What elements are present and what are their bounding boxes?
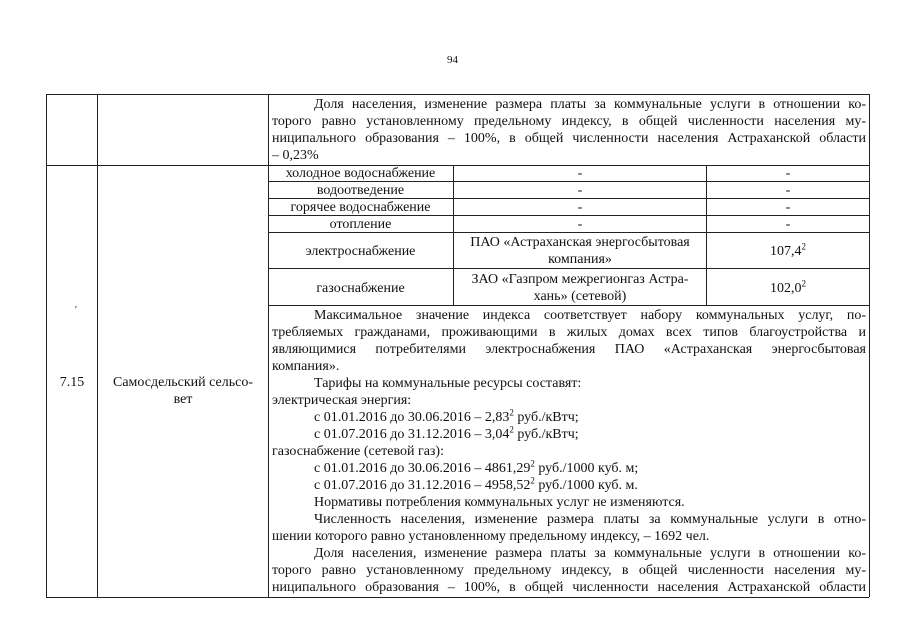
municipality-line: вет (173, 392, 193, 407)
index-value: 102,0 (770, 281, 802, 296)
gas-tariff-2 (314, 477, 638, 494)
share-line: торого равно установленному предельному индексу, в общей численности населения му- (272, 563, 866, 578)
provider-line: компания» (548, 252, 612, 267)
norms-statement: Нормативы потребления коммунальных услуг не изменяются. (314, 495, 685, 510)
provider-line: ЗАО «Газпром межрегионгаз Астра- (471, 272, 689, 287)
tariffs-intro: Тарифы на коммунальные ресурсы составят: (314, 376, 582, 391)
service-name: холодное водоснабжение (285, 166, 436, 181)
table-top-border (46, 94, 869, 95)
max-index-line: требляемых гражданами, проживающими в жилых домах всех типов благоустройства и (272, 325, 866, 340)
top-block-line: торого равно установленному предельному индексу, в общей численности населения му- (272, 114, 866, 129)
tariff-footnote: 2 (509, 424, 514, 435)
share-line: Доля населения, изменение размера платы за коммунальные услуги в отношении ко- (314, 546, 866, 561)
gas-label: газоснабжение (сетевой газ): (272, 444, 444, 459)
tariff-footnote: 2 (509, 407, 514, 418)
services-row-line-5 (268, 268, 869, 269)
service-provider: - (577, 217, 583, 232)
index-footnote: 2 (801, 278, 806, 289)
service-name: электроснабжение (305, 244, 416, 259)
electric-label: электрическая энергия: (272, 393, 412, 408)
table-bottom-border (46, 597, 869, 598)
tariff-footnote: 2 (530, 458, 535, 469)
table-left-border (46, 94, 47, 597)
tariff-text: с 01.01.2016 до 30.06.2016 – 2,83 (314, 410, 510, 425)
provider-line: ПАО «Астраханская энергосбытовая (470, 235, 690, 250)
top-block-line: Доля населения, изменение размера платы за коммунальные услуги в отношении ко- (314, 97, 866, 112)
service-provider (454, 271, 706, 305)
municipality-line: Самосдельский сельсо- (112, 375, 254, 390)
service-provider (454, 234, 706, 268)
electric-tariff-1 (314, 409, 579, 426)
max-index-line: являющимися потребителями электроснабжения ПАО «Астраханская энергосбытовая (272, 342, 866, 357)
tariff-unit: руб./кВтч; (513, 410, 579, 425)
service-index (707, 280, 869, 297)
table-right-border (869, 94, 870, 597)
service-index: - (785, 217, 791, 232)
index-value: 107,4 (770, 244, 802, 259)
scan-speck: ' (75, 305, 77, 316)
tariff-unit: руб./1000 куб. м. (534, 478, 638, 493)
top-block-line: – 0,23% (272, 148, 319, 163)
service-provider: - (577, 200, 583, 215)
service-name: газоснабжение (316, 281, 405, 296)
top-block-line: ниципального образования – 100%, в общей численности населения Астраханской области (272, 131, 866, 146)
max-index-line: компания». (272, 359, 340, 374)
index-footnote: 2 (801, 241, 806, 252)
service-index (707, 243, 869, 260)
municipality-name (98, 374, 268, 408)
population-line: Численность населения, изменение размера платы за коммунальные услуги в отно- (314, 512, 866, 527)
provider-line: хань» (сетевой) (533, 289, 627, 304)
tariff-text: с 01.07.2016 до 31.12.2016 – 3,04 (314, 427, 510, 442)
services-row-line-6 (268, 305, 869, 306)
tariff-unit: руб./1000 куб. м; (534, 461, 639, 476)
max-index-line: Максимальное значение индекса соответствует набору коммунальных услуг, по- (314, 308, 866, 323)
service-name: горячее водоснабжение (290, 200, 431, 215)
service-index: - (785, 183, 791, 198)
page-number: 94 (447, 54, 458, 66)
service-name: отопление (329, 217, 392, 232)
service-index: - (785, 166, 791, 181)
row-number: 7.15 (59, 375, 85, 390)
gas-tariff-1 (314, 460, 638, 477)
tariff-footnote: 2 (530, 475, 535, 486)
tariff-text: с 01.01.2016 до 30.06.2016 – 4861,29 (314, 461, 531, 476)
share-line: ниципального образования – 100%, в общей численности населения Астраханской области (272, 580, 866, 595)
service-index: - (785, 200, 791, 215)
service-provider: - (577, 183, 583, 198)
population-line: шении которого равно установленному предельному индексу, – 1692 чел. (272, 529, 710, 544)
service-provider: - (577, 166, 583, 181)
electric-tariff-2 (314, 426, 579, 443)
col-divider-number (97, 94, 98, 597)
tariff-unit: руб./кВтч; (513, 427, 579, 442)
service-name: водоотведение (316, 183, 405, 198)
tariff-text: с 01.07.2016 до 31.12.2016 – 4958,52 (314, 478, 531, 493)
